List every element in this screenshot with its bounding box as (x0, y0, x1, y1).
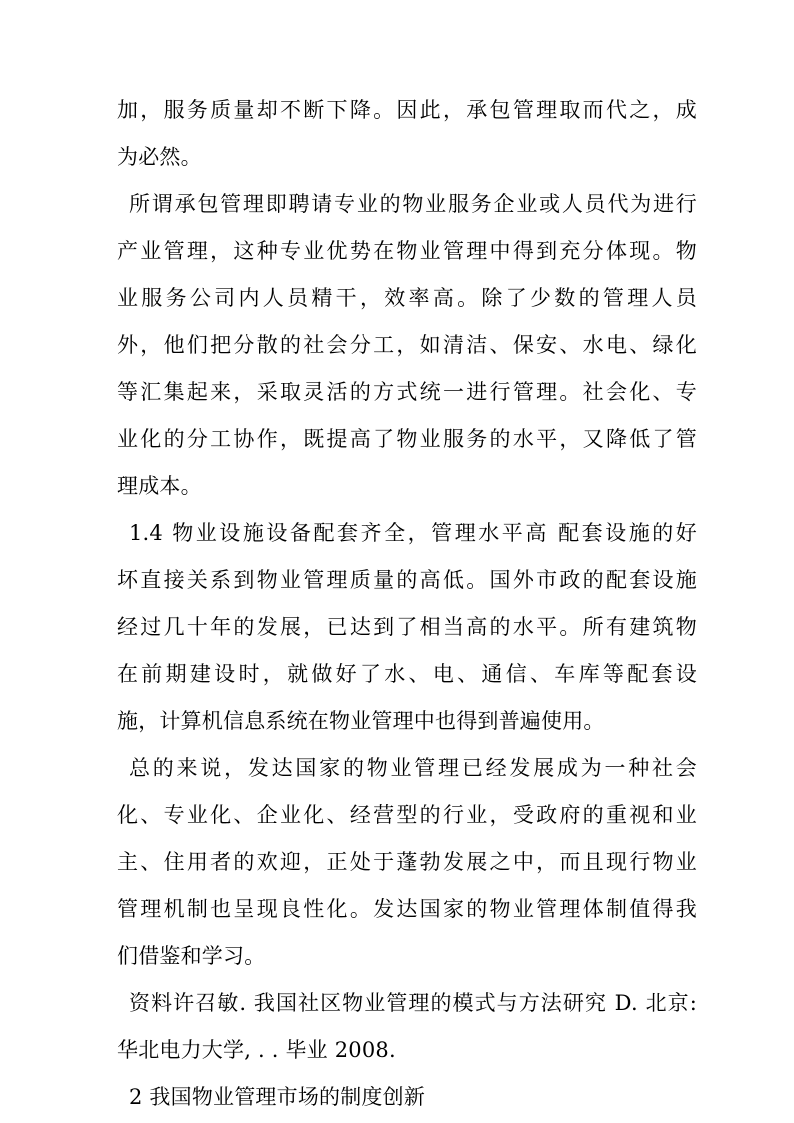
text-line: 管理机制也呈现良性化。发达国家的物业管理体制值得我 (117, 897, 697, 921)
text-line: 所谓承包管理即聘请专业的物业服务企业或人员代为进行 (129, 192, 697, 216)
text-line: 外，他们把分散的社会分工，如清洁、保安、水电、绿化 (117, 333, 697, 357)
text-line: 理成本。 (117, 474, 202, 498)
reference-line: 华北电力大学, . . 毕业 2008. (117, 1038, 396, 1062)
text-line: 们借鉴和学习。 (117, 944, 266, 968)
text-line: 化、专业化、企业化、经营型的行业，受政府的重视和业 (117, 803, 697, 827)
text-line: 为必然。 (117, 145, 202, 169)
text-line: 施，计算机信息系统在物业管理中也得到普遍使用。 (117, 709, 605, 733)
text-line: 加，服务质量却不断下降。因此，承包管理取而代之，成 (117, 98, 697, 122)
text-line: 坏直接关系到物业管理质量的高低。国外市政的配套设施 (117, 568, 697, 592)
text-line: 总的来说，发达国家的物业管理已经发展成为一种社会 (129, 756, 697, 780)
text-line: 业服务公司内人员精干，效率高。除了少数的管理人员 (117, 286, 697, 310)
section-heading-line: 1.4 物业设施设备配套齐全，管理水平高 配套设施的好 (129, 521, 697, 545)
text-line: 业化的分工协作，既提高了物业服务的水平，又降低了管 (117, 427, 697, 451)
reference-line: 资料许召敏. 我国社区物业管理的模式与方法研究 D. 北京: (129, 991, 697, 1015)
text-line: 产业管理，这种专业优势在物业管理中得到充分体现。物 (117, 239, 697, 263)
text-line: 在前期建设时，就做好了水、电、通信、车库等配套设 (117, 662, 697, 686)
section-heading: 2 我国物业管理市场的制度创新 (129, 1085, 426, 1109)
text-line: 主、住用者的欢迎，正处于蓬勃发展之中，而且现行物业 (117, 850, 697, 874)
text-line: 等汇集起来，采取灵活的方式统一进行管理。社会化、专 (117, 380, 697, 404)
text-line: 经过几十年的发展，已达到了相当高的水平。所有建筑物 (117, 615, 697, 639)
